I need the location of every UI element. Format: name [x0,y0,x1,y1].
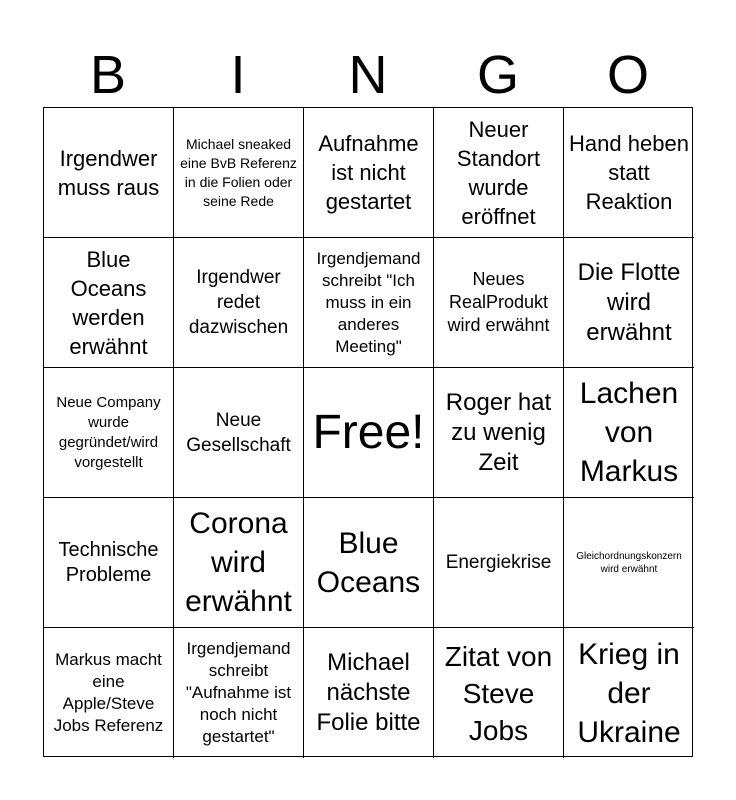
bingo-cell[interactable] [174,628,304,758]
bingo-cell[interactable] [434,108,564,238]
cell-text: Irgendwer redet dazwischen [188,267,289,338]
cell-text: Roger hat zu wenig Zeit [445,388,552,476]
cell-text: Lachen von Markus [579,377,679,488]
cell-text: Neue Company wurde gegründet/wird vorgestellt [56,393,161,471]
bingo-cell[interactable] [304,108,434,238]
bingo-grid [43,107,693,757]
bingo-cell[interactable] [304,498,434,628]
bingo-cell[interactable] [44,628,174,758]
bingo-cell[interactable] [44,238,174,368]
bingo-cell[interactable] [304,238,434,368]
cell-text: Neues RealProdukt wird erwähnt [447,269,550,335]
bingo-cell[interactable] [564,368,694,498]
cell-text: Corona wird erwähnt [185,507,292,618]
cell-text: Gleichordnungskonzern wird erwähnt [576,550,682,575]
bingo-cell[interactable] [304,628,434,758]
bingo-cell[interactable] [564,108,694,238]
cell-text: Energiekrise [445,552,552,573]
bingo-cell[interactable] [564,628,694,758]
cell-text: Neue Gesellschaft [186,409,291,456]
header-letter-n: N [348,45,388,105]
bingo-cell[interactable] [174,238,304,368]
header-letter-b: B [89,45,127,105]
cell-text: Blue Oceans [316,526,421,599]
bingo-cell[interactable] [174,108,304,238]
cell-text: Die Flotte wird erwähnt [577,258,681,346]
cell-text: Technische Probleme [58,538,159,586]
cell-text: Markus macht eine Apple/Steve Jobs Referenz [53,650,164,735]
header-letter-i: I [230,45,246,105]
cell-text: Blue Oceans werden erwähnt [69,246,148,359]
cell-text: Neuer Standort wurde eröffnet [456,116,541,229]
bingo-cell[interactable] [434,238,564,368]
header-letter-o: O [606,45,649,105]
free-space[interactable] [304,368,434,498]
cell-text: Irgendjemand schreibt "Ich muss in ein anderes Meeting" [316,248,421,356]
bingo-cell[interactable] [564,498,694,628]
cell-text: Irgendwer muss raus [57,145,160,200]
bingo-cell[interactable] [44,498,174,628]
bingo-cell[interactable] [174,498,304,628]
bingo-cell[interactable] [434,628,564,758]
cell-text: Krieg in der Ukraine [577,637,681,749]
bingo-cell[interactable] [44,368,174,498]
bingo-cell[interactable] [174,368,304,498]
bingo-cell[interactable] [434,498,564,628]
bingo-cell[interactable] [44,108,174,238]
bingo-header [43,44,693,106]
cell-text: Michael nächste Folie bitte [316,649,421,736]
cell-text: Hand heben statt Reaktion [569,131,689,214]
cell-text: Zitat von Steve Jobs [444,640,553,746]
cell-text: Free! [312,405,425,459]
cell-text: Michael sneaked eine BvB Referenz in die Folien oder seine Rede [180,135,297,209]
cell-text: Aufnahme ist nicht gestartet [318,131,419,214]
bingo-cell[interactable] [564,238,694,368]
bingo-cell[interactable] [434,368,564,498]
cell-text: Irgendjemand schreibt "Aufnahme ist noch nicht gestartet" [185,639,292,746]
header-letter-g: G [476,45,519,105]
